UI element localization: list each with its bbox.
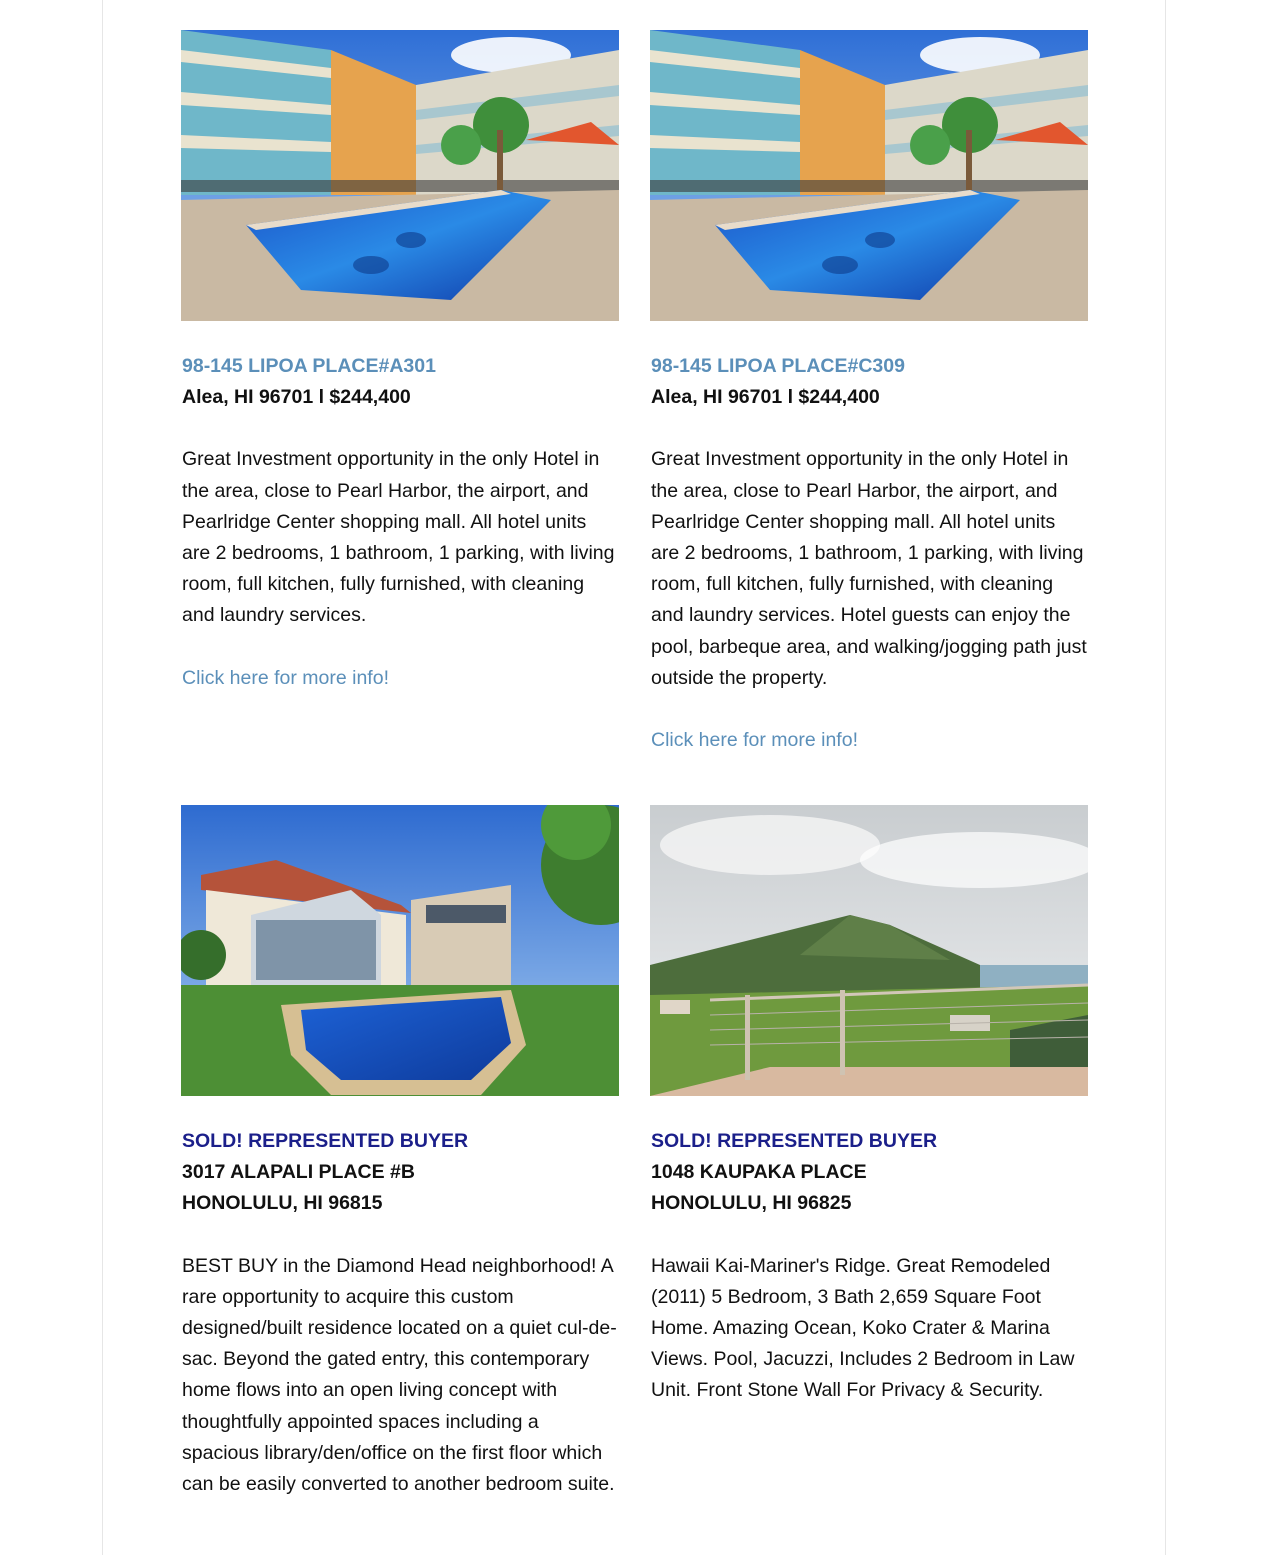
hotel-pool-photo[interactable] (181, 30, 619, 321)
listing-location-price: Alea, HI 96701 l $244,400 (651, 386, 880, 409)
listing-description: Hawaii Kai-Mariner's Ridge. Great Remodeled (2011) 5 Bedroom, 3 Bath 2,659 Square Foot Home. Amazing Ocean, Koko Crater & Marina Views. Pool, Jacuzzi, Includes 2 Bedroom in Law Unit. Front Stone Wall For Privacy & Security. (651, 1254, 1075, 1402)
listing-address-line2: HONOLULU, HI 96815 (182, 1192, 383, 1215)
listing-description: Great Investment opportunity in the only Hotel in the area, close to Pearl Harbor, the airport, and Pearlridge Center shopping mall. All hotel units are 2 bedrooms, 1 bathroom, 1 parking, with living room, full kitchen, fully furnished, with cleaning and laundry services. Hotel guests can enjoy the pool, barbeque area, and walking/jogging path just outside the property. (651, 448, 1087, 689)
listing-address-line1: 1048 KAUPAKA PLACE (651, 1161, 867, 1184)
listing-description: BEST BUY in the Diamond Head neighborhood! A rare opportunity to acquire this custom designed/built residence located on a quiet cul-de-sac. Beyond the gated entry, this contemporary home flows into an open living concept with thoughtfully appointed spaces including a spacious library/den/office on the first floor which can be easily converted to another bedroom suite. (182, 1254, 617, 1496)
sold-status: SOLD! REPRESENTED BUYER (182, 1130, 469, 1152)
hotel-pool-photo[interactable] (650, 30, 1088, 321)
listing-title[interactable]: 98-145 LIPOA PLACE#C309 (651, 355, 905, 377)
house-pool-photo[interactable] (181, 805, 619, 1096)
sold-status: SOLD! REPRESENTED BUYER (651, 1130, 938, 1152)
listing-address-line2: HONOLULU, HI 96825 (651, 1192, 852, 1215)
koko-crater-view-photo[interactable] (650, 805, 1088, 1096)
listing-address-line1: 3017 ALAPALI PLACE #B (182, 1161, 415, 1184)
listing-card (181, 805, 619, 1500)
listing-card (650, 805, 1088, 1407)
listing-location-price: Alea, HI 96701 l $244,400 (182, 386, 411, 409)
listing-card (650, 30, 1088, 756)
listing-title[interactable]: 98-145 LIPOA PLACE#A301 (182, 355, 436, 377)
listing-card (181, 30, 619, 694)
more-info-link[interactable]: Click here for more info! (182, 666, 389, 689)
more-info-link[interactable]: Click here for more info! (651, 729, 858, 752)
listing-description: Great Investment opportunity in the only Hotel in the area, close to Pearl Harbor, the airport, and Pearlridge Center shopping mall. All hotel units are 2 bedrooms, 1 bathroom, 1 parking, with living room, full kitchen, fully furnished, with cleaning and laundry services. (182, 448, 615, 627)
